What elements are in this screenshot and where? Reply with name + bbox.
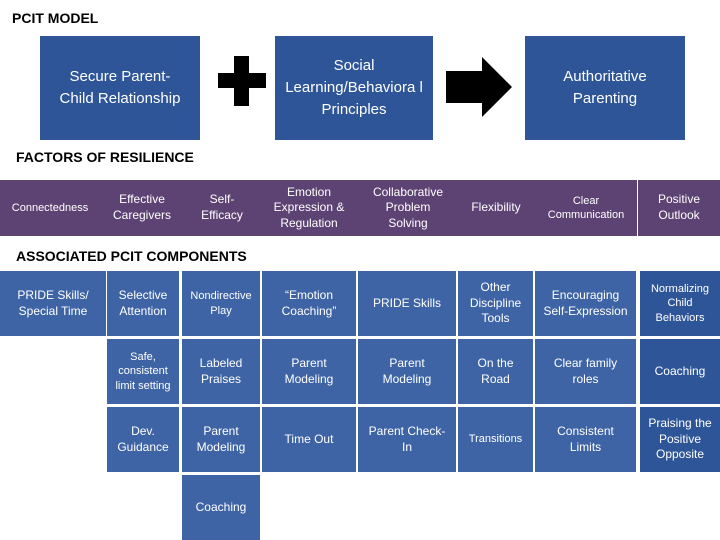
factor-collaborative-problem-solving: Collaborative Problem Solving — [358, 180, 458, 236]
factor-flexibility: Flexibility — [458, 180, 534, 236]
resilience-heading: FACTORS OF RESILIENCE — [16, 149, 194, 165]
pcit-model-heading: PCIT MODEL — [12, 10, 99, 26]
factor-connectedness: Connectedness — [0, 180, 100, 236]
component-selective-attention: Selective Attention — [107, 271, 179, 336]
component-emotion-coaching: “Emotion Coaching” — [262, 271, 356, 336]
components-heading: ASSOCIATED PCIT COMPONENTS — [16, 248, 247, 264]
factor-clear-communication: Clear Communication — [534, 180, 638, 236]
component-parent-check-in: Parent Check-In — [358, 407, 456, 472]
factor-self-efficacy: Self-Efficacy — [184, 180, 260, 236]
right-arrow-icon — [446, 57, 512, 117]
factor-emotion-expression: Emotion Expression & Regulation — [260, 180, 358, 236]
component-consistent-limits: Consistent Limits — [535, 407, 636, 472]
component-time-out: Time Out — [262, 407, 356, 472]
component-other-discipline-tools: Other Discipline Tools — [458, 271, 533, 336]
component-clear-family-roles: Clear family roles — [535, 339, 636, 404]
component-labeled-praises: Labeled Praises — [182, 339, 260, 404]
model-box-authoritative-parenting: Authoritative Parenting — [525, 36, 685, 140]
factor-positive-outlook: Positive Outlook — [638, 180, 720, 236]
component-dev-guidance: Dev. Guidance — [107, 407, 179, 472]
component-praising-positive-opposite: Praising the Positive Opposite — [640, 407, 720, 472]
component-nondirective-play: Nondirective Play — [182, 271, 260, 336]
component-coaching-row4: Coaching — [182, 475, 260, 540]
component-on-the-road: On the Road — [458, 339, 533, 404]
factor-divider — [637, 180, 638, 236]
component-safe-limit-setting: Safe, consistent limit setting — [107, 339, 179, 404]
component-transitions: Transitions — [458, 407, 533, 472]
component-parent-modeling-1: Parent Modeling — [262, 339, 356, 404]
component-normalizing-child-behaviors: Normalizing Child Behaviors — [640, 271, 720, 336]
component-coaching-row2: Coaching — [640, 339, 720, 404]
component-encouraging-self-expression: Encouraging Self-Expression — [535, 271, 636, 336]
plus-icon — [218, 56, 266, 106]
model-box-social-learning: Social Learning/Behaviora l Principles — [275, 36, 433, 140]
component-parent-modeling-3: Parent Modeling — [182, 407, 260, 472]
factor-effective-caregivers: Effective Caregivers — [100, 180, 184, 236]
component-parent-modeling-2: Parent Modeling — [358, 339, 456, 404]
model-box-secure-relationship: Secure Parent-Child Relationship — [40, 36, 200, 140]
component-pride-skills: PRIDE Skills — [358, 271, 456, 336]
component-pride-skills-special-time: PRIDE Skills/ Special Time — [0, 271, 106, 336]
